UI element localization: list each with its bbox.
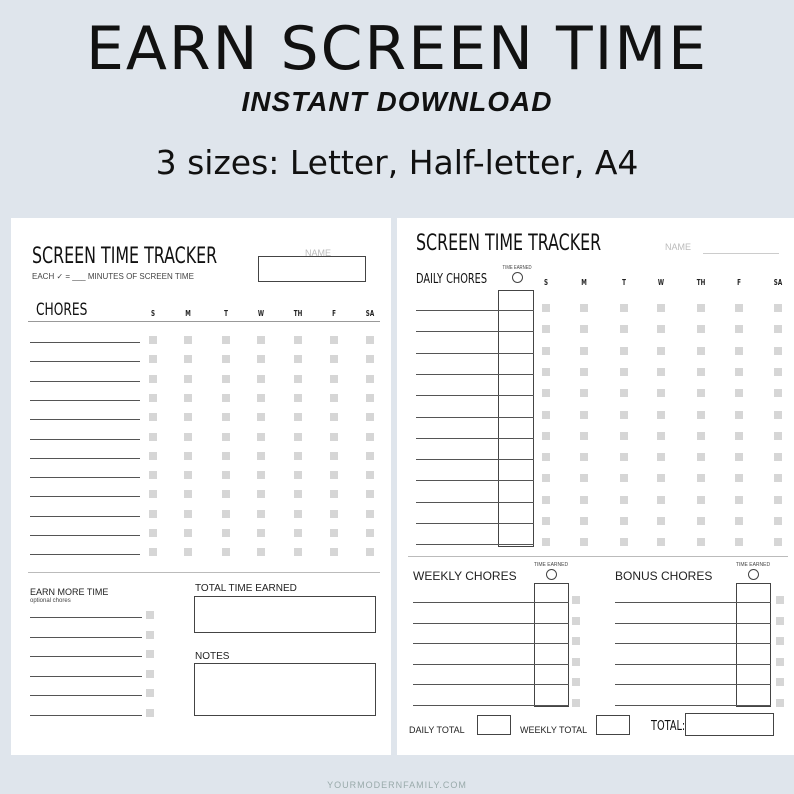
bonus-chore-line[interactable] [615,705,771,706]
checkbox[interactable] [774,474,782,482]
checkbox[interactable] [149,355,157,363]
checkbox[interactable] [146,689,154,697]
checkbox[interactable] [542,474,550,482]
right-day-3: W [657,278,665,287]
checkbox[interactable] [580,517,588,525]
checkbox[interactable] [366,355,374,363]
earn-more-line[interactable] [30,715,142,716]
earn-more-line[interactable] [30,695,142,696]
checkbox[interactable] [149,413,157,421]
checkbox[interactable] [542,517,550,525]
checkbox[interactable] [697,347,705,355]
daily-chore-line[interactable] [416,480,534,481]
left-notes-label: NOTES [195,651,230,662]
earn-more-line[interactable] [30,617,142,618]
time-earned-label: TIME EARNED [502,265,532,271]
checkbox[interactable] [735,411,743,419]
checkbox[interactable] [184,394,192,402]
checkbox[interactable] [184,510,192,518]
left-name-field[interactable] [258,256,366,282]
right-section-rule [408,556,788,557]
checkbox[interactable] [542,368,550,376]
checkbox[interactable] [776,658,784,666]
checkbox[interactable] [184,355,192,363]
left-day-4: TH [293,309,303,318]
checkbox[interactable] [572,617,580,625]
checkbox[interactable] [697,496,705,504]
checkbox[interactable] [366,529,374,537]
chore-line[interactable] [30,496,140,497]
right-day-4: TH [696,278,706,287]
weekly-chore-line[interactable] [413,602,569,603]
checkbox[interactable] [697,304,705,312]
checkbox[interactable] [542,347,550,355]
checkbox[interactable] [184,471,192,479]
checkbox[interactable] [257,490,265,498]
checkbox[interactable] [330,336,338,344]
checkbox[interactable] [184,490,192,498]
checkbox[interactable] [657,347,665,355]
daily-total-box[interactable] [477,715,511,735]
checkbox[interactable] [222,548,230,556]
checkbox[interactable] [146,709,154,717]
daily-chore-line[interactable] [416,374,534,375]
checkbox[interactable] [657,368,665,376]
checkbox[interactable] [366,413,374,421]
left-earn-more-label: EARN MORE TIME [30,587,109,597]
left-day-5: F [332,309,336,318]
checkbox[interactable] [542,538,550,546]
checkbox[interactable] [580,496,588,504]
daily-chore-line[interactable] [416,417,534,418]
checkbox[interactable] [222,394,230,402]
checkbox[interactable] [146,650,154,658]
checkbox[interactable] [620,432,628,440]
checkbox[interactable] [257,548,265,556]
checkbox[interactable] [222,529,230,537]
checkbox[interactable] [149,529,157,537]
checkbox[interactable] [330,471,338,479]
checkbox[interactable] [149,394,157,402]
checkbox[interactable] [330,529,338,537]
checkbox[interactable] [149,336,157,344]
weekly-chore-line[interactable] [413,643,569,644]
chore-line[interactable] [30,554,140,555]
checkbox[interactable] [542,453,550,461]
daily-chore-line[interactable] [416,353,534,354]
checkbox[interactable] [257,529,265,537]
checkbox[interactable] [620,496,628,504]
checkbox[interactable] [580,368,588,376]
daily-chore-line[interactable] [416,523,534,524]
checkbox[interactable] [366,452,374,460]
bonus-chore-line[interactable] [615,684,771,685]
daily-total-label: DAILY TOTAL [409,725,465,735]
checkbox[interactable] [572,658,580,666]
checkbox[interactable] [620,389,628,397]
checkbox[interactable] [330,375,338,383]
subheadline: INSTANT DOWNLOAD [241,86,553,117]
checkbox[interactable] [735,517,743,525]
checkbox[interactable] [222,510,230,518]
checkbox[interactable] [735,389,743,397]
checkbox[interactable] [366,433,374,441]
earn-more-line[interactable] [30,656,142,657]
left-day-1: M [185,309,191,318]
checkbox[interactable] [222,355,230,363]
checkbox[interactable] [735,538,743,546]
chore-line[interactable] [30,439,140,440]
left-name-label: NAME [305,248,332,258]
checkbox[interactable] [580,325,588,333]
left-day-0: S [150,309,156,318]
checkbox[interactable] [697,325,705,333]
left-day-3: W [257,309,265,318]
checkbox[interactable] [542,496,550,504]
weekly-chores-label: WEEKLY CHORES [413,569,517,583]
checkbox[interactable] [776,678,784,686]
checkbox[interactable] [735,304,743,312]
checkbox[interactable] [184,529,192,537]
checkbox[interactable] [330,433,338,441]
total-label: TOTAL: [651,719,686,734]
checkbox[interactable] [657,411,665,419]
headline: EARN SCREEN TIME [85,14,709,84]
clock-icon [512,272,523,283]
checkbox[interactable] [366,510,374,518]
checkbox[interactable] [294,336,302,344]
checkbox[interactable] [294,433,302,441]
checkbox[interactable] [257,336,265,344]
checkbox[interactable] [146,611,154,619]
checkbox[interactable] [330,548,338,556]
daily-chore-line[interactable] [416,331,534,332]
weekly-chore-line[interactable] [413,705,569,706]
checkbox[interactable] [366,548,374,556]
checkbox[interactable] [222,471,230,479]
checkbox[interactable] [620,453,628,461]
checkbox[interactable] [735,347,743,355]
bonus-chore-line[interactable] [615,602,771,603]
checkbox[interactable] [330,510,338,518]
checkbox[interactable] [774,347,782,355]
checkbox[interactable] [774,389,782,397]
checkbox[interactable] [735,474,743,482]
checkbox[interactable] [149,471,157,479]
checkbox[interactable] [774,538,782,546]
checkbox[interactable] [294,375,302,383]
checkbox[interactable] [257,510,265,518]
right-daily-chores-label: DAILY CHORES [416,272,488,287]
checkbox[interactable] [222,375,230,383]
checkbox[interactable] [222,413,230,421]
checkbox[interactable] [366,336,374,344]
checkbox[interactable] [657,453,665,461]
checkbox[interactable] [366,375,374,383]
checkbox[interactable] [572,596,580,604]
checkbox[interactable] [330,490,338,498]
checkbox[interactable] [735,496,743,504]
checkbox[interactable] [222,336,230,344]
checkbox[interactable] [620,368,628,376]
checkbox[interactable] [257,471,265,479]
checkbox[interactable] [776,617,784,625]
left-chores-label: CHORES [36,300,88,320]
checkbox[interactable] [257,413,265,421]
chore-line[interactable] [30,342,140,343]
right-day-6: SA [773,278,783,287]
checkbox[interactable] [657,432,665,440]
checkbox[interactable] [184,433,192,441]
checkbox[interactable] [184,375,192,383]
checkbox[interactable] [184,452,192,460]
checkbox[interactable] [542,432,550,440]
earn-more-line[interactable] [30,676,142,677]
checkbox[interactable] [222,452,230,460]
left-optional-label: optional chores [30,598,71,604]
right-day-1: M [581,278,587,287]
checkbox[interactable] [294,529,302,537]
right-time-earned-column[interactable] [498,290,534,547]
checkbox[interactable] [330,394,338,402]
checkbox[interactable] [330,452,338,460]
checkbox[interactable] [257,433,265,441]
checkbox[interactable] [580,538,588,546]
daily-chore-line[interactable] [416,502,534,503]
checkbox[interactable] [580,411,588,419]
time-earned-label: TIME EARNED [735,562,771,568]
chore-line[interactable] [30,477,140,478]
right-name-label: NAME [665,242,692,252]
checkbox[interactable] [294,355,302,363]
checkbox[interactable] [697,538,705,546]
checkbox[interactable] [620,347,628,355]
chore-line[interactable] [30,535,140,536]
right-name-line [703,253,779,254]
checkbox[interactable] [657,517,665,525]
checkbox[interactable] [257,394,265,402]
checkbox[interactable] [697,474,705,482]
checkbox[interactable] [294,452,302,460]
checkbox[interactable] [149,433,157,441]
checkbox[interactable] [149,510,157,518]
checkbox[interactable] [572,637,580,645]
checkbox[interactable] [149,490,157,498]
checkbox[interactable] [330,355,338,363]
checkbox[interactable] [294,490,302,498]
checkbox[interactable] [149,548,157,556]
checkbox[interactable] [146,631,154,639]
checkbox[interactable] [774,411,782,419]
checkbox[interactable] [774,304,782,312]
checkbox[interactable] [257,452,265,460]
checkbox[interactable] [657,389,665,397]
left-total-earned-box[interactable] [194,596,376,633]
checkbox[interactable] [657,538,665,546]
time-earned-label: TIME EARNED [533,562,569,568]
bonus-chore-line[interactable] [615,643,771,644]
checkbox[interactable] [330,413,338,421]
time-earned-badge-bonus [735,562,771,580]
checkbox[interactable] [580,474,588,482]
checkbox[interactable] [542,325,550,333]
checkbox[interactable] [697,389,705,397]
checkbox[interactable] [735,368,743,376]
chore-line[interactable] [30,381,140,382]
checkbox[interactable] [620,538,628,546]
checkbox[interactable] [149,375,157,383]
checkbox[interactable] [774,517,782,525]
checkbox[interactable] [580,347,588,355]
checkbox[interactable] [776,699,784,707]
checkbox[interactable] [620,411,628,419]
left-total-earned-label: TOTAL TIME EARNED [195,583,297,594]
checkbox[interactable] [657,474,665,482]
checkbox[interactable] [774,453,782,461]
left-day-6: SA [365,309,375,318]
clock-icon [546,569,557,580]
checkbox[interactable] [657,496,665,504]
checkbox[interactable] [294,510,302,518]
bonus-chore-line[interactable] [615,664,771,665]
checkbox[interactable] [580,389,588,397]
checkbox[interactable] [776,637,784,645]
footer-url: YOURMODERNFAMILY.COM [327,780,467,790]
checkbox[interactable] [776,596,784,604]
sizes-text: 3 sizes: Letter, Half-letter, A4 [155,143,639,182]
weekly-total-box[interactable] [596,715,630,735]
bonus-chore-line[interactable] [615,623,771,624]
time-earned-badge-weekly [533,562,569,580]
checkbox[interactable] [294,471,302,479]
checkbox[interactable] [697,517,705,525]
checkbox[interactable] [697,432,705,440]
checkbox[interactable] [697,453,705,461]
checkbox[interactable] [222,490,230,498]
checkbox[interactable] [257,355,265,363]
left-sheet-title: SCREEN TIME TRACKER [32,244,218,269]
clock-icon [748,569,759,580]
checkbox[interactable] [146,670,154,678]
checkbox[interactable] [222,433,230,441]
earn-more-line[interactable] [30,637,142,638]
checkbox[interactable] [149,452,157,460]
checkbox[interactable] [580,453,588,461]
checkbox[interactable] [542,411,550,419]
checkbox[interactable] [620,474,628,482]
right-day-5: F [737,278,741,287]
chore-line[interactable] [30,400,140,401]
checkbox[interactable] [735,432,743,440]
checkbox[interactable] [294,413,302,421]
checkbox[interactable] [697,368,705,376]
right-day-2: T [622,278,626,287]
checkbox[interactable] [620,325,628,333]
checkbox[interactable] [735,453,743,461]
left-notes-box[interactable] [194,663,376,716]
checkbox[interactable] [184,548,192,556]
chore-line[interactable] [30,419,140,420]
checkbox[interactable] [735,325,743,333]
checkbox[interactable] [774,368,782,376]
checkbox[interactable] [697,411,705,419]
chore-line[interactable] [30,458,140,459]
checkbox[interactable] [366,471,374,479]
weekly-total-label: WEEKLY TOTAL [520,725,588,735]
checkbox[interactable] [257,375,265,383]
weekly-chore-line[interactable] [413,664,569,665]
left-section-rule [28,572,380,573]
checkbox[interactable] [774,432,782,440]
daily-chore-line[interactable] [416,395,534,396]
checkbox[interactable] [774,325,782,333]
checkbox[interactable] [572,678,580,686]
daily-chore-line[interactable] [416,544,534,545]
left-each-line: EACH ✓ = ___ MINUTES OF SCREEN TIME [32,272,194,281]
chore-line[interactable] [30,361,140,362]
checkbox[interactable] [542,389,550,397]
checkbox[interactable] [366,490,374,498]
right-sheet-title: SCREEN TIME TRACKER [416,231,602,256]
checkbox[interactable] [184,336,192,344]
chore-line[interactable] [30,516,140,517]
checkbox[interactable] [542,304,550,312]
checkbox[interactable] [366,394,374,402]
checkbox[interactable] [580,432,588,440]
right-sheet [397,218,794,755]
time-earned-badge-daily [500,265,534,283]
checkbox[interactable] [620,517,628,525]
checkbox[interactable] [572,699,580,707]
daily-chore-line[interactable] [416,459,534,460]
checkbox[interactable] [774,496,782,504]
checkbox[interactable] [580,304,588,312]
right-day-0: S [543,278,549,287]
total-box[interactable] [685,713,774,736]
checkbox[interactable] [294,394,302,402]
bonus-chores-label: BONUS CHORES [615,569,713,583]
daily-chore-line[interactable] [416,438,534,439]
checkbox[interactable] [620,304,628,312]
checkbox[interactable] [657,325,665,333]
weekly-chore-line[interactable] [413,684,569,685]
checkbox[interactable] [294,548,302,556]
weekly-chore-line[interactable] [413,623,569,624]
left-chores-rule [28,321,380,322]
left-day-2: T [224,309,228,318]
checkbox[interactable] [657,304,665,312]
daily-chore-line[interactable] [416,310,534,311]
checkbox[interactable] [184,413,192,421]
